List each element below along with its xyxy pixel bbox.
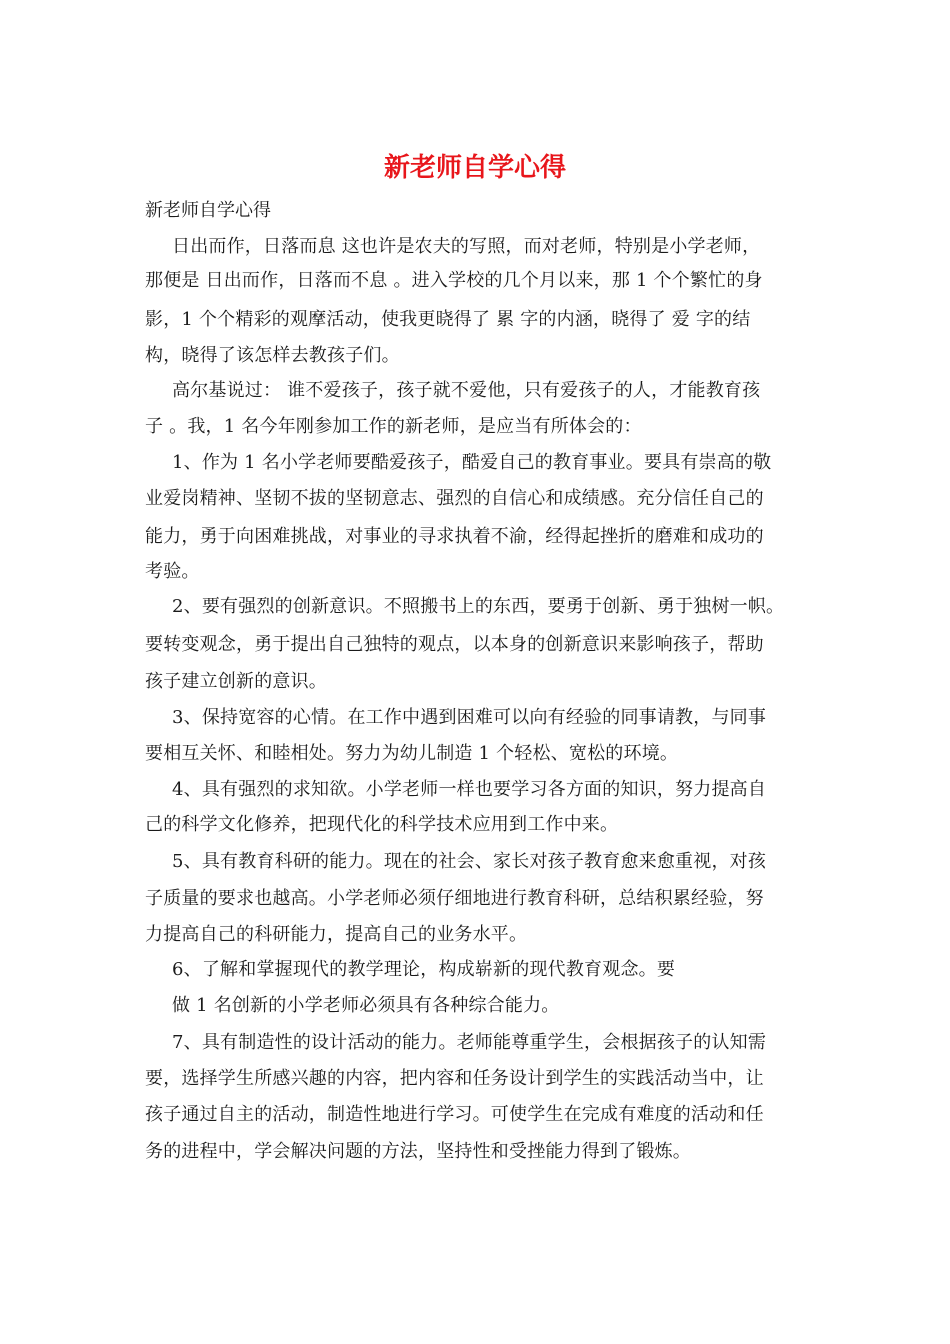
body-line: 日出而作，日落而息 这也许是农夫的写照，而对老师，特别是小学老师， — [172, 236, 761, 257]
body-line: 子质量的要求也越高。小学老师必须仔细地进行教育科研，总结积累经验，努 — [145, 888, 764, 909]
body-line: 子 。我，1 名今年刚参加工作的新老师，是应当有所体会的： — [145, 416, 642, 437]
body-line: 6、了解和掌握现代的教学理论，构成崭新的现代教育观念。要 — [172, 959, 676, 980]
body-line: 3、保持宽容的心情。在工作中遇到困难可以向有经验的同事请教，与同事 — [172, 707, 767, 728]
body-line: 考验。 — [145, 561, 200, 582]
body-line: 孩子通过自主的活动，制造性地进行学习。可使学生在完成有难度的活动和任 — [145, 1104, 764, 1125]
body-line: 做 1 名创新的小学老师必须具有各种综合能力。 — [172, 995, 560, 1016]
body-line: 2、要有强烈的创新意识。不照搬书上的东西，要勇于创新、勇于独树一帜。 — [172, 596, 785, 617]
body-line: 能力，勇于向困难挑战，对事业的寻求执着不渝，经得起挫折的磨难和成功的 — [145, 526, 764, 547]
body-line: 7、具有制造性的设计活动的能力。老师能尊重学生，会根据孩子的认知需 — [172, 1032, 767, 1053]
body-line: 高尔基说过： 谁不爱孩子，孩子就不爱他，只有爱孩子的人，才能教育孩 — [172, 380, 761, 401]
body-line: 5、具有教育科研的能力。现在的社会、家长对孩子教育愈来愈重视，对孩 — [172, 851, 767, 872]
body-line: 业爱岗精神、坚韧不拔的坚韧意志、强烈的自信心和成绩感。充分信任自己的 — [145, 488, 764, 509]
document-subtitle: 新老师自学心得 — [145, 200, 271, 221]
body-line: 要转变观念，勇于提出自己独特的观点，以本身的创新意识来影响孩子，帮助 — [145, 634, 764, 655]
body-line: 那便是 日出而作，日落而不息 。进入学校的几个月以来，那 1 个个繁忙的身 — [145, 270, 763, 291]
body-line: 要相互关怀、和睦相处。努力为幼儿制造 1 个轻松、宽松的环境。 — [145, 743, 679, 764]
body-line: 1、作为 1 名小学老师要酷爱孩子，酷爱自己的教育事业。要具有崇高的敬 — [172, 452, 772, 473]
body-line: 影，1 个个精彩的观摩活动，使我更晓得了 累 字的内涵，晓得了 爱 字的结 — [145, 309, 751, 330]
body-line: 己的科学文化修养，把现代化的科学技术应用到工作中来。 — [145, 814, 619, 835]
body-line: 孩子建立创新的意识。 — [145, 671, 327, 692]
body-line: 务的进程中，学会解决问题的方法，坚持性和受挫能力得到了锻炼。 — [145, 1141, 691, 1162]
body-line: 要，选择学生所感兴趣的内容，把内容和任务设计到学生的实践活动当中，让 — [145, 1068, 764, 1089]
body-line: 构，晓得了该怎样去教孩子们。 — [145, 345, 400, 366]
body-line: 4、具有强烈的求知欲。小学老师一样也要学习各方面的知识，努力提高自 — [172, 779, 767, 800]
document-title: 新老师自学心得 — [383, 153, 566, 183]
body-line: 力提高自己的科研能力，提高自己的业务水平。 — [145, 924, 528, 945]
